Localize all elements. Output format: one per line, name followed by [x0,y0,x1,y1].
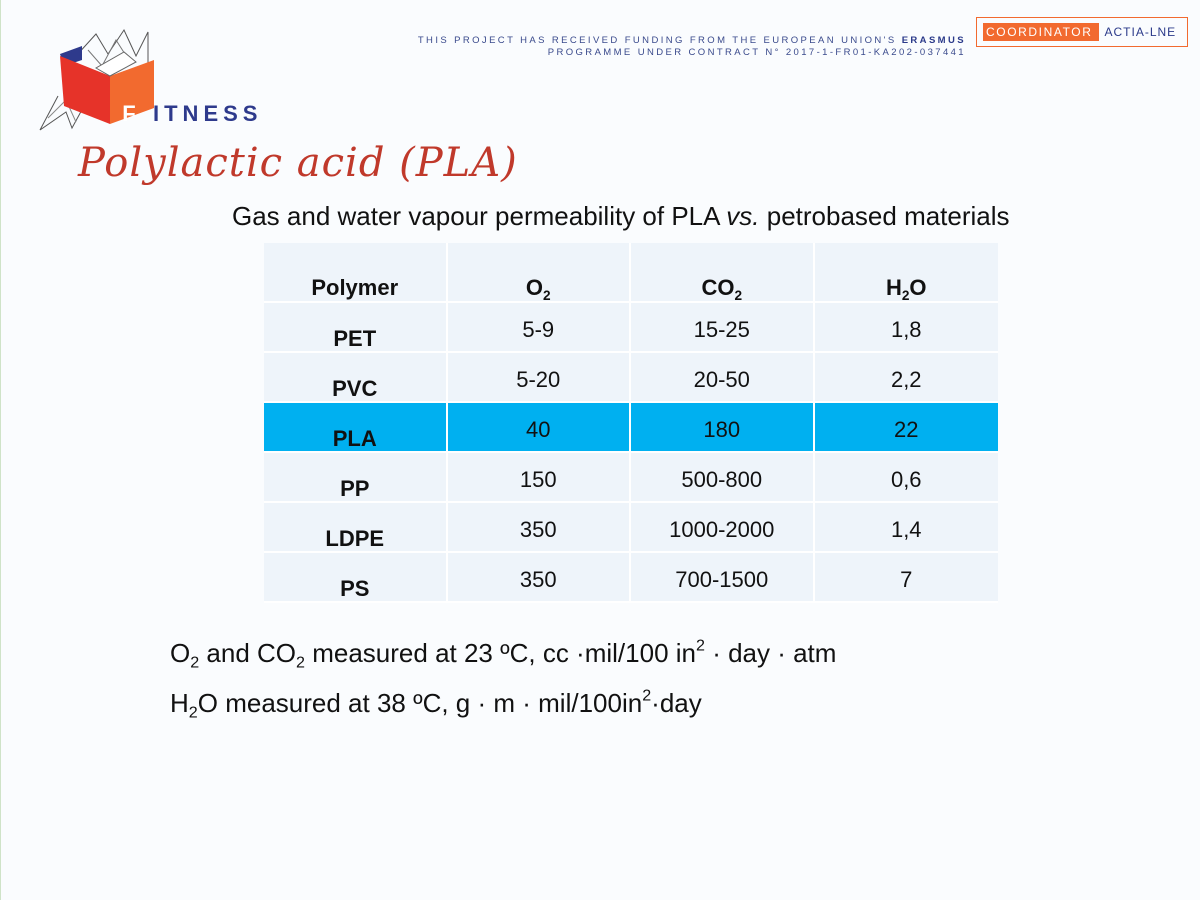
h2o-value: 1,8 [890,317,922,342]
coordinator-badge [976,17,1188,47]
cell-co2 [631,553,815,601]
polymer-name: PLA [332,426,377,451]
header-h2o-label [815,275,999,301]
header-o2-label [448,275,630,301]
header-co2 [631,243,815,301]
co2-value: 700-1500 [675,567,769,592]
table-row [264,453,998,503]
co2-value: 20-50 [693,367,750,392]
header-polymer [264,243,448,301]
table-row [264,553,998,603]
cell-h2o [815,403,999,451]
co2-value: 1000-2000 [669,517,775,542]
note1-part-d: · day · atm [704,638,837,668]
cell-co2 [631,453,815,501]
cell-h2o [815,303,999,351]
note1-sub-a: 2 [190,653,200,672]
cell-h2o [815,503,999,551]
logo-wordmark: ITNESS [153,101,263,126]
note1-sub-b: 2 [296,653,305,672]
table-header-row [264,243,998,303]
o2-value: 5-20 [516,367,561,392]
h2o-value: 1,4 [890,517,922,542]
h2o-value: 2,2 [890,367,922,392]
coordinator-name: ACTIA-LNE [1104,25,1177,39]
h2o-value: 7 [900,567,913,592]
note1-sup: 2 [696,636,705,655]
note2-sup: 2 [642,686,652,705]
cell-o2 [448,303,632,351]
permeability-table [264,243,998,603]
cell-polymer [264,503,448,551]
h2o-pre: H [885,275,902,300]
cell-o2 [448,353,632,401]
h2o-post: O [909,275,927,300]
cell-polymer [264,403,448,451]
cell-polymer [264,303,448,351]
header-h2o [815,243,999,301]
table-row [264,303,998,353]
note1-part-a: O [170,638,191,668]
note2-part-a: H [170,688,189,718]
cell-co2 [631,303,815,351]
polymer-name: PP [340,476,370,501]
note2-part-b: O measured at 38 ºC, g · m · mil/100in [197,688,643,718]
o2-sub: 2 [543,287,551,303]
cell-co2 [631,403,815,451]
h2o-value: 22 [894,417,919,442]
note1-part-c: measured at 23 ºC, cc ·mil/100 in [305,638,696,668]
co2-sub: 2 [734,287,743,303]
funding-notice [418,35,966,59]
slide-subtitle [232,201,1010,232]
co2-value: 500-800 [681,467,763,492]
cell-o2 [448,503,632,551]
note2-part-c: ·day [651,688,702,718]
o2-value: 40 [526,417,551,442]
table-row-highlighted [264,403,998,453]
h2o-value: 0,6 [890,467,922,492]
subtitle-text-start: Gas and water vapour permeability of PLA [232,201,727,231]
h2o-sub: 2 [901,287,910,303]
co2-main: CO [701,275,735,300]
note-h2o-units [170,686,702,722]
cell-o2 [448,403,632,451]
cell-o2 [448,553,632,601]
note2-sub-a: 2 [188,703,198,722]
polymer-name: LDPE [325,526,385,551]
polymer-name: PVC [332,376,378,401]
coordinator-label: COORDINATOR [983,23,1099,41]
o2-value: 5-9 [522,317,555,342]
polymer-name: PET [333,326,377,351]
slide-title: Polylactic acid (PLA) [78,140,518,186]
cell-polymer [264,553,448,601]
co2-value: 15-25 [693,317,750,342]
o2-value: 350 [519,517,557,542]
cell-polymer [264,453,448,501]
o2-main: O [525,275,544,300]
funding-line-1-text: THIS PROJECT HAS RECEIVED FUNDING FROM THE EUROPEAN UNION'S [417,35,897,46]
header-o2 [448,243,632,301]
funding-erasmus: ERASMUS [901,35,966,46]
cell-o2 [448,453,632,501]
cell-co2 [631,353,815,401]
note1-part-b: and CO [199,638,297,668]
cell-co2 [631,503,815,551]
fitness-logo [36,26,276,136]
subtitle-text-end: petrobased materials [759,201,1010,231]
header-polymer-label: Polymer [311,275,399,300]
funding-line-1 [418,35,966,47]
logo-letter-f: F [122,101,136,126]
cell-h2o [815,453,999,501]
o2-value: 150 [519,467,557,492]
cell-h2o [815,553,999,601]
cell-polymer [264,353,448,401]
o2-value: 350 [519,567,557,592]
note-o2-co2-units [170,636,837,672]
header-co2-label [631,275,813,301]
cell-h2o [815,353,999,401]
funding-line-2: PROGRAMME UNDER CONTRACT N° 2017-1-FR01-KA202-037441 [547,47,966,58]
co2-value: 180 [703,417,741,442]
subtitle-vs: vs. [726,201,760,231]
polymer-name: PS [340,576,370,601]
slide-left-border [0,0,1,900]
table-row [264,353,998,403]
table-row [264,503,998,553]
